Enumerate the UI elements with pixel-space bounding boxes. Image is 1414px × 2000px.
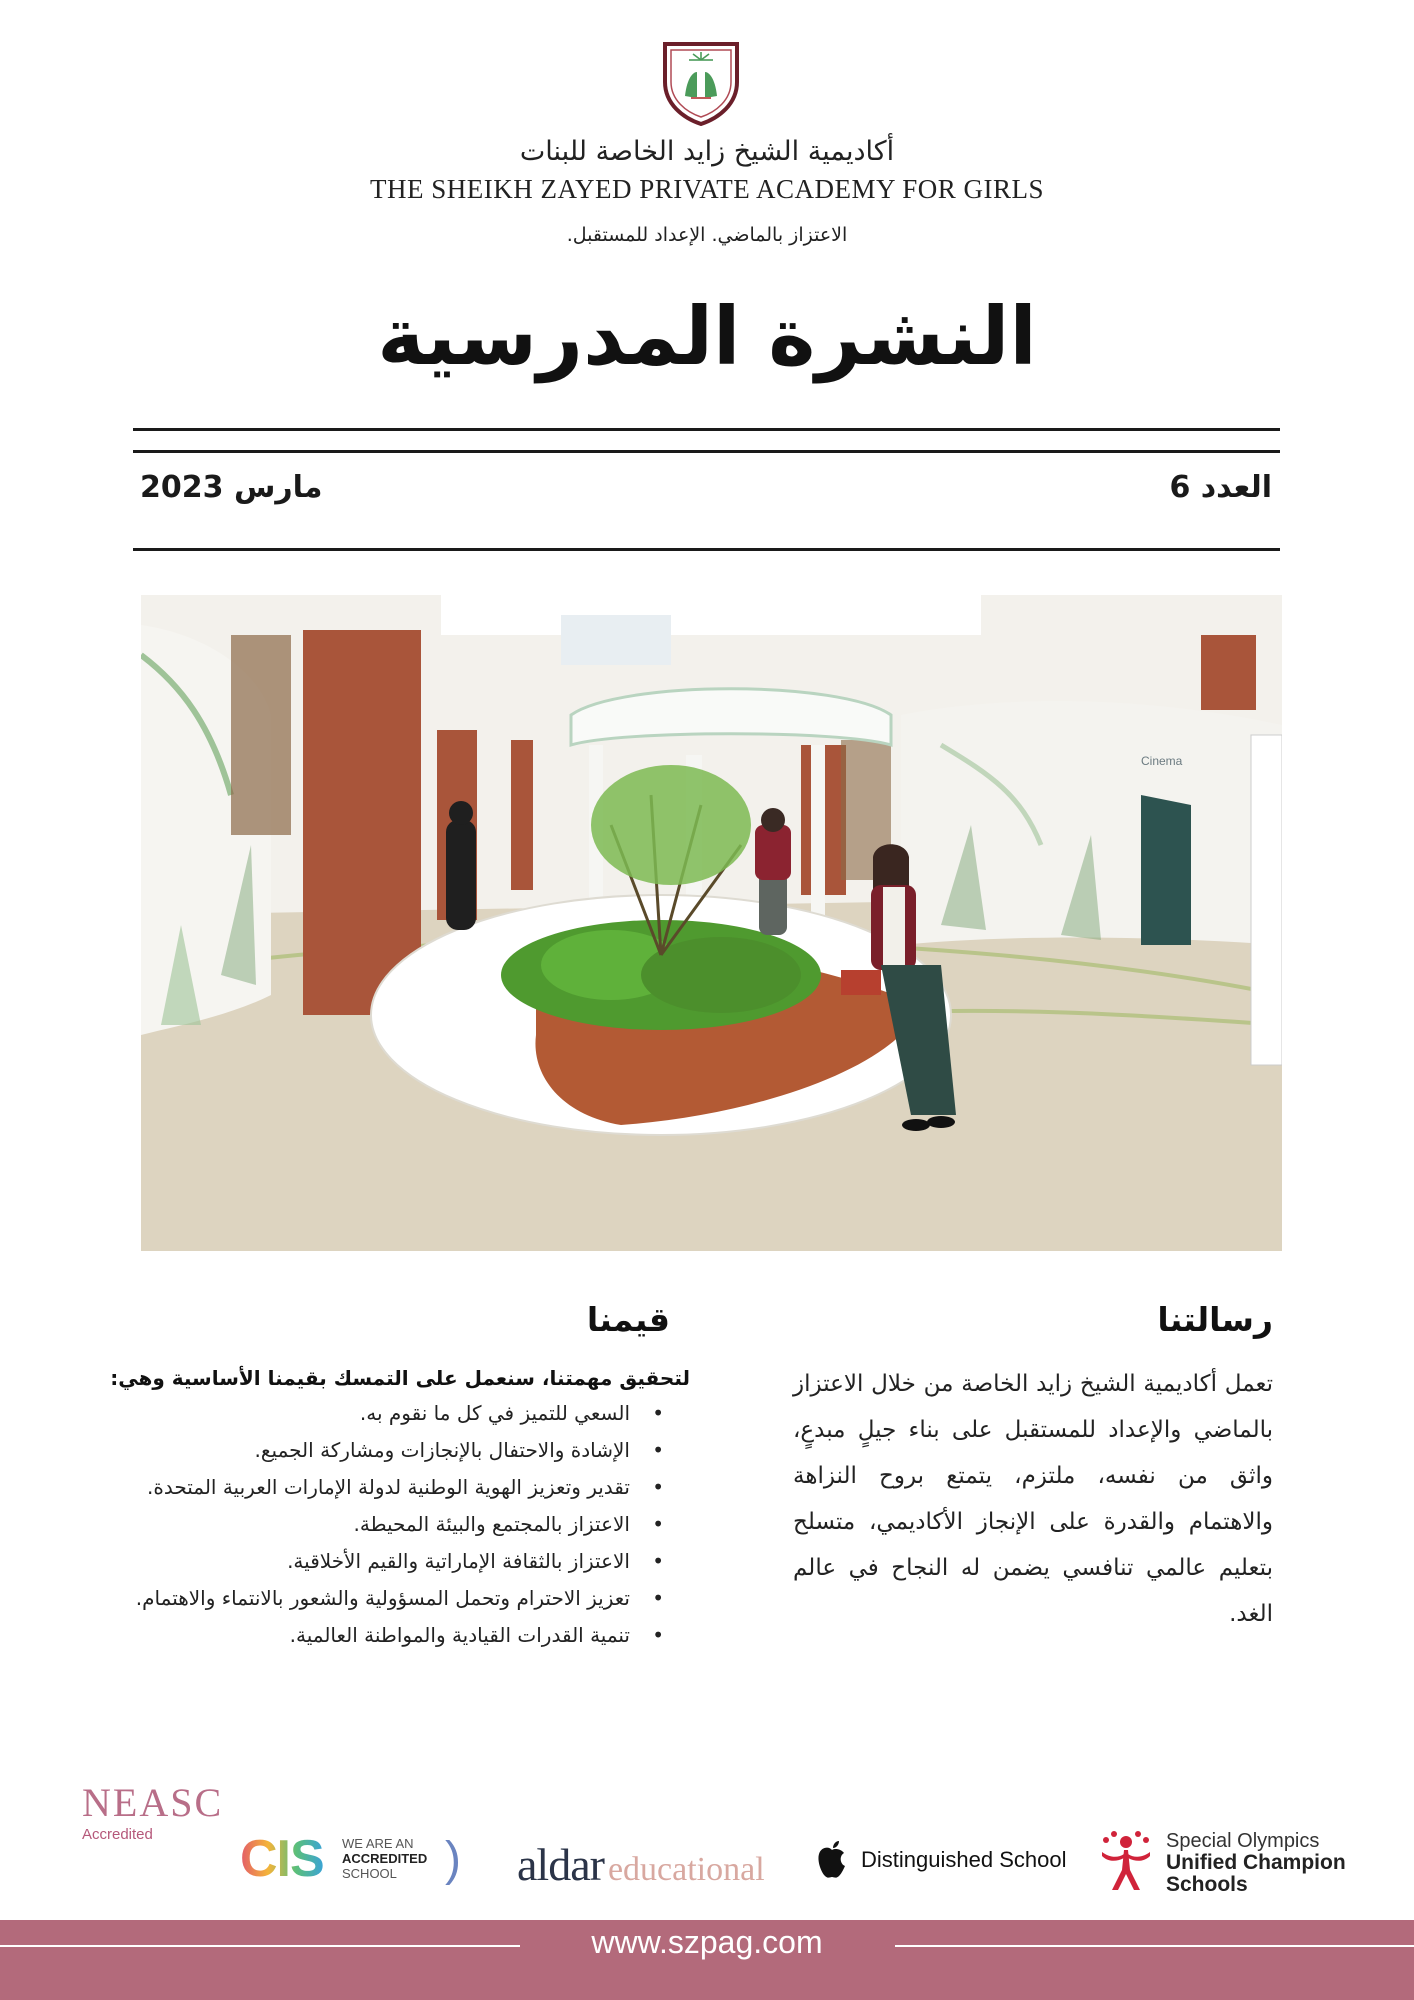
special-olympics-icon [1096, 1830, 1156, 1894]
apple-distinguished-school-logo [815, 1840, 1066, 1880]
value-item: • الاعتزاز بالمجتمع والبيئة المحيطة. [110, 1506, 640, 1543]
newsletter-title: النشرة المدرسية [377, 290, 1037, 383]
neasc-label: Accredited [82, 1826, 153, 1843]
values-intro: لتحقيق مهمتنا، سنعمل على التمسك بقيمنا الأساسية وهي: [110, 1366, 690, 1390]
apple-distinguished-label: Distinguished School [861, 1847, 1067, 1872]
header-rule-middle [133, 450, 1280, 453]
accreditation-logos [0, 1776, 1414, 1896]
cis-line-1: WE ARE AN [342, 1836, 414, 1851]
neasc-logo [82, 1780, 224, 1898]
values-heading: قيمنا [586, 1300, 670, 1339]
cis-caption [342, 1836, 427, 1881]
value-item: • الإشادة والاحتفال بالإنجازات ومشاركة الجميع. [110, 1432, 640, 1469]
so-line-2: Unified Champion [1166, 1851, 1346, 1874]
website-link[interactable]: www.szpag.com [551, 1924, 862, 1960]
cis-logo [240, 1830, 461, 1888]
aldar-word: aldar [517, 1839, 604, 1890]
cis-letters: CIS [240, 1830, 324, 1888]
footer-bar [0, 1920, 1414, 2000]
apple-icon [815, 1840, 849, 1880]
value-item: • تنمية القدرات القيادية والمواطنة العالمية. [110, 1617, 640, 1654]
aldar-educational-logo [517, 1838, 765, 1891]
special-olympics-logo [1096, 1830, 1346, 1896]
mission-body: تعمل أكاديمية الشيخ زايد الخاصة من خلال الاعتزاز بالماضي والإعداد للمستقبل على بناء جيلٍ مبدعٍ، واثق من نفسه، ملتزم، يتمتع بروح النزاهة والاهتمام والقدرة على الإنجاز الأكاديمي، متسلح بتعليم عالمي تنافسي يضمن له النجاح في عالم الغد. [793, 1371, 1273, 1627]
cis-line-3: SCHOOL [342, 1866, 397, 1881]
value-item: • تقدير وتعزيز الهوية الوطنية لدولة الإمارات العربية المتحدة. [110, 1469, 640, 1506]
school-name-english: THE SHEIKH ZAYED PRIVATE ACADEMY FOR GIRLS [369, 174, 1045, 204]
cinema-sign: Cinema [1141, 754, 1183, 768]
mission-heading: رسالتنا [1157, 1300, 1273, 1339]
value-item: • تعزيز الاحترام وتحمل المسؤولية والشعور بالانتماء والاهتمام. [110, 1580, 640, 1617]
special-olympics-text [1166, 1830, 1346, 1896]
cis-line-2: ACCREDITED [342, 1851, 428, 1866]
header-rule-top [133, 428, 1280, 431]
values-section [110, 1300, 690, 1654]
so-line-1: Special Olympics [1166, 1830, 1320, 1852]
issue-date: مارس 2023 [140, 470, 323, 505]
so-line-3: Schools [1166, 1873, 1248, 1896]
values-list [110, 1395, 640, 1654]
school-name-arabic: أكاديمية الشيخ زايد الخاصة للبنات [519, 136, 895, 167]
cis-word [240, 1830, 324, 1888]
aldar-educational-word: educational [607, 1851, 765, 1888]
issue-number: العدد 6 [1169, 470, 1272, 505]
value-item: • الاعتزاز بالثقافة الإماراتية والقيم الأخلاقية. [110, 1543, 640, 1580]
header-rule-bottom [133, 548, 1280, 551]
mission-section [793, 1300, 1273, 1637]
cis-bracket-icon: ) [445, 1833, 461, 1886]
school-crest-logo [659, 38, 743, 126]
school-tagline: الاعتزاز بالماضي. الإعداد للمستقبل. [566, 224, 848, 246]
neasc-letters: NEASC [82, 1780, 224, 1825]
library-photo [141, 595, 1282, 1251]
value-item: • السعي للتميز في كل ما نقوم به. [110, 1395, 640, 1432]
